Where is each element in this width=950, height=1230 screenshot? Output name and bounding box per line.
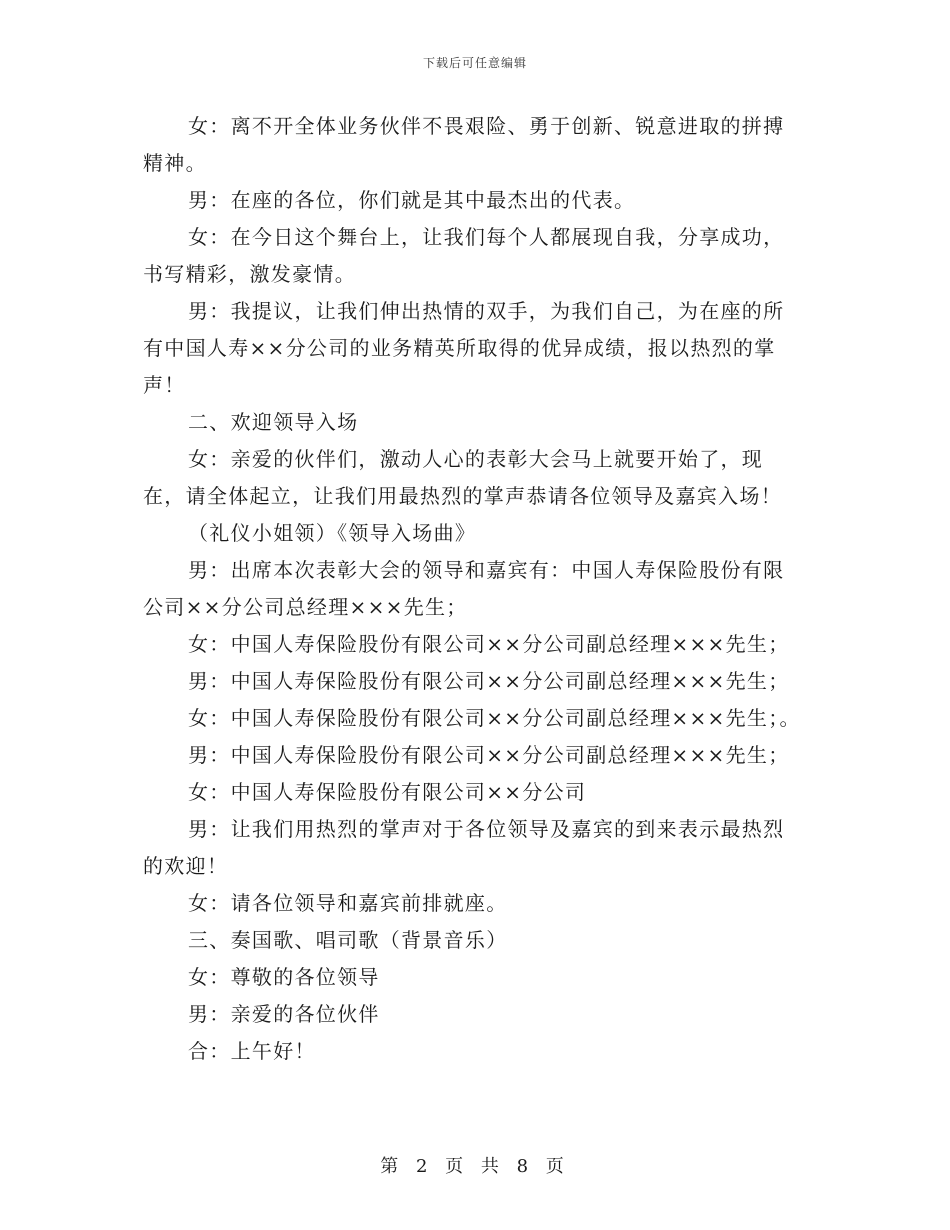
paragraph: 女：尊敬的各位领导 — [188, 965, 380, 989]
paragraph: 女：在今日这个舞台上，让我们每个人都展现自我，分享成功，书写精彩，激发豪情。 — [143, 225, 785, 286]
paragraph: 女：中国人寿保险股份有限公司××分公司副总经理×××先生；。 — [188, 706, 801, 730]
paragraph: 女：离不开全体业务伙伴不畏艰险、勇于创新、锐意进取的拼搏精神。 — [143, 114, 785, 175]
paragraph: 女：亲爱的伙伴们，激动人心的表彰大会马上就要开始了，现在，请全体起立，让我们用最热烈的掌声恭请各位领导及嘉宾入场！ — [143, 447, 782, 508]
page-number: 第 2 页 共 8 页 — [380, 1156, 570, 1177]
paragraph: 女：中国人寿保险股份有限公司××分公司副总经理×××先生； — [188, 632, 790, 656]
paragraph: 男：我提议，让我们伸出热情的双手，为我们自己，为在座的所有中国人寿××分公司的业务精英所取得的优异成绩，报以热烈的掌声！ — [143, 299, 785, 397]
paragraph: 男：让我们用热烈的掌声对于各位领导及嘉宾的到来表示最热烈的欢迎！ — [143, 817, 785, 878]
paragraph: 合：上午好！ — [188, 1039, 316, 1063]
paragraph: 男：亲爱的各位伙伴 — [188, 1002, 380, 1026]
paragraph: 男：出席本次表彰大会的领导和嘉宾有：中国人寿保险股份有限公司××分公司总经理×××先生； — [143, 558, 785, 619]
paragraph: 男：在座的各位，你们就是其中最杰出的代表。 — [188, 188, 636, 212]
document-body — [143, 108, 803, 1070]
section-heading: 三、奏国歌、唱司歌（背景音乐） — [188, 928, 508, 952]
paragraph: 女：请各位领导和嘉宾前排就座。 — [188, 891, 508, 915]
paragraph: （礼仪小姐领）《领导入场曲》 — [188, 521, 477, 545]
section-heading: 二、欢迎领导入场 — [188, 410, 359, 434]
paragraph: 男：中国人寿保险股份有限公司××分公司副总经理×××先生； — [188, 743, 790, 767]
paragraph: 女：中国人寿保险股份有限公司××分公司 — [188, 780, 587, 804]
page-header-note: 下载后可任意编辑 — [422, 56, 527, 70]
paragraph: 男：中国人寿保险股份有限公司××分公司副总经理×××先生； — [188, 669, 790, 693]
